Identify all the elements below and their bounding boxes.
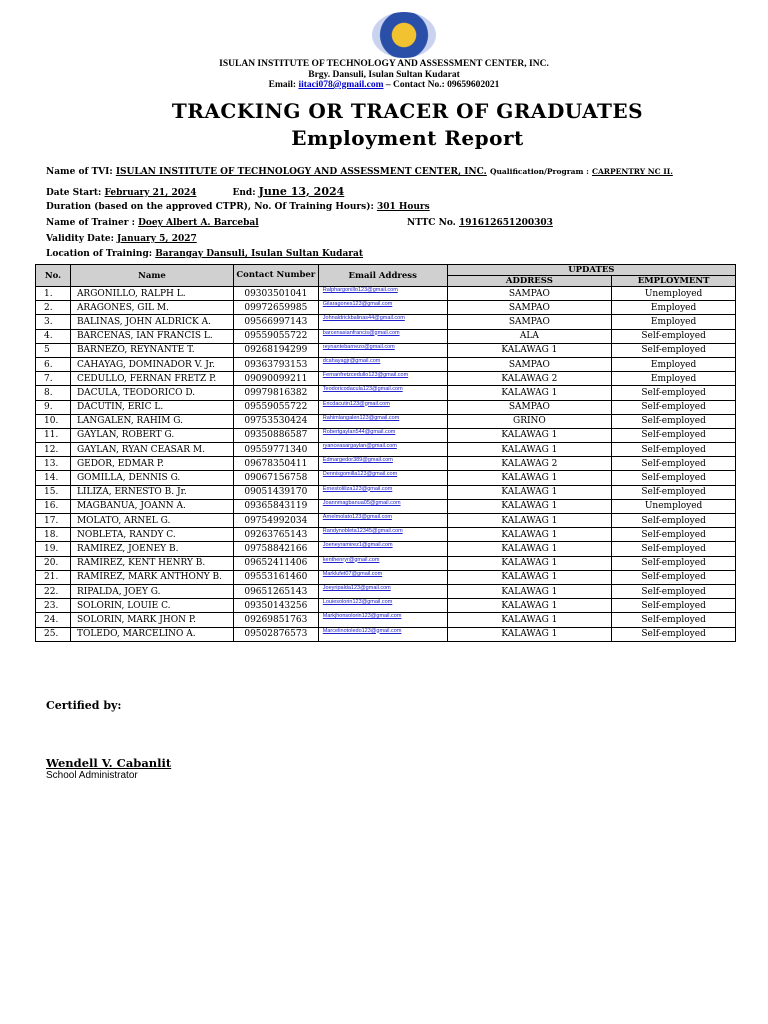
employment-status: Self-employed [612,428,736,442]
email-address[interactable]: Rahimlangalen123@gmail.com [318,414,447,428]
address: KALAWAG 2 [447,457,612,471]
tvi-line [46,167,673,177]
employment-status: Self-employed [612,485,736,499]
table-row [36,357,736,371]
address: KALAWAG 1 [447,499,612,513]
email-address[interactable]: Teodoricodacula123@gmail.com [318,386,447,400]
table-row [36,315,736,329]
graduate-name: SOLORIN, LOUIE C. [70,599,233,613]
graduate-name: RAMIREZ, KENT HENRY B. [70,556,233,570]
signatory-role: School Administrator [46,770,138,781]
graduate-name: CAHAYAG, DOMINADOR V. Jr. [70,357,233,371]
row-number: 22. [36,584,71,598]
email-address[interactable]: Joannmagbanua05@gmail.com [318,499,447,513]
row-number: 11. [36,428,71,442]
trainer-value: Doey Albert A. Barcebal [138,218,259,228]
row-number: 21. [36,570,71,584]
email-address[interactable]: Edmargedor389@gmail.com [318,457,447,471]
graduate-name: GAYLAN, RYAN CEASAR M. [70,443,233,457]
contact-number: 09753530424 [233,414,318,428]
employment-status: Unemployed [612,499,736,513]
table-row [36,343,736,357]
email-address[interactable]: Ernestoliliza123@gmail.com [318,485,447,499]
page-subtitle: Employment Report [291,126,524,150]
col-contact: Contact Number [233,265,318,287]
email-address[interactable]: Gilaragones123@gmail.com [318,301,447,315]
table-row [36,386,736,400]
end-label: End: [232,188,256,198]
graduate-name: NOBLETA, RANDY C. [70,528,233,542]
graduate-name: RAMIREZ, MARK ANTHONY B. [70,570,233,584]
start-label: Date Start: [46,188,102,198]
address: ALA [447,329,612,343]
email-label: Email: [268,80,297,90]
table-row [36,499,736,513]
nttc-label: NTTC No. [407,218,456,228]
employment-status: Self-employed [612,570,736,584]
email-address[interactable]: Louiesolorin123@gmail.com [318,599,447,613]
graduate-name: ARAGONES, GIL M. [70,301,233,315]
graduate-name: RAMIREZ, JOENEY B. [70,542,233,556]
row-number: 5 [36,343,71,357]
trainer-label: Name of Trainer : [46,218,135,228]
employment-status: Self-employed [612,627,736,641]
contact-number: 09269851763 [233,613,318,627]
contact-number: 09758842166 [233,542,318,556]
email-link[interactable]: iitaci078@gmail.com [298,80,384,90]
table-row [36,372,736,386]
institution-logo [372,12,436,58]
employment-status: Self-employed [612,471,736,485]
email-address[interactable]: Fernanfretzcedullo123@gmail.com [318,372,447,386]
employment-status: Self-employed [612,556,736,570]
address: KALAWAG 1 [447,514,612,528]
contact-number: 09559771340 [233,443,318,457]
nttc-line [407,218,553,228]
employment-status: Self-employed [612,386,736,400]
graduate-name: DACULA, TEODORICO D. [70,386,233,400]
row-number: 15. [36,485,71,499]
page-title: TRACKING OR TRACER OF GRADUATES [171,99,644,123]
table-row [36,570,736,584]
table-row [36,528,736,542]
address: KALAWAG 2 [447,372,612,386]
contact-number: 09559055722 [233,329,318,343]
employment-status: Self-employed [612,584,736,598]
address: KALAWAG 1 [447,343,612,357]
email-address[interactable]: barcenasianfrancis@gmail.com [318,329,447,343]
employment-status: Employed [612,315,736,329]
location-line [46,249,363,259]
contact-number: 09502876573 [233,627,318,641]
graduate-name: GEDOR, EDMAR P. [70,457,233,471]
employment-status: Self-employed [612,443,736,457]
row-number: 13. [36,457,71,471]
email-address[interactable]: Randynobleta12345@gmail.com [318,528,447,542]
tvi-label: Name of TVI: [46,167,113,177]
row-number: 2. [36,301,71,315]
contact-number: 09652411406 [233,556,318,570]
contact-number: 09979816382 [233,386,318,400]
row-number: 20. [36,556,71,570]
graduate-name: GAYLAN, ROBERT G. [70,428,233,442]
email-address[interactable]: Ralphargonillo123@gmail.com [318,287,447,301]
start-value: February 21, 2024 [104,188,197,198]
email-address[interactable]: Dennisgomilla123@gmail.com [318,471,447,485]
institution-name: ISULAN INSTITUTE OF TECHNOLOGY AND ASSESSMENT CENTER, INC. [219,59,549,69]
row-number: 1. [36,287,71,301]
contact-number: 09559055722 [233,400,318,414]
graduates-table [35,264,736,642]
duration-value: 301 Hours [376,202,430,212]
tvi-value: ISULAN INSTITUTE OF TECHNOLOGY AND ASSESSMENT CENTER, INC. [115,167,487,177]
employment-status: Self-employed [612,329,736,343]
address: KALAWAG 1 [447,627,612,641]
email-address[interactable]: reynantebarnezo@gmail.com [318,343,447,357]
address: KALAWAG 1 [447,485,612,499]
row-number: 23. [36,599,71,613]
address: KALAWAG 1 [447,613,612,627]
table-row [36,556,736,570]
address: SAMPAO [447,315,612,329]
address: KALAWAG 1 [447,428,612,442]
graduate-name: TOLEDO, MARCELINO A. [70,627,233,641]
graduate-name: BARNEZO, REYNANTE T. [70,343,233,357]
row-number: 19. [36,542,71,556]
address: SAMPAO [447,357,612,371]
address: KALAWAG 1 [447,386,612,400]
row-number: 6. [36,357,71,371]
address: KALAWAG 1 [447,471,612,485]
contact-number: – Contact No.: 09659602021 [385,80,500,90]
table-row [36,457,736,471]
contact-number: 09268194299 [233,343,318,357]
graduate-name: BARCENAS, IAN FRANCIS L. [70,329,233,343]
col-email: Email Address [318,265,447,287]
employment-status: Self-employed [612,542,736,556]
institution-contact [0,80,768,90]
graduate-name: MAGBANUA, JOANN A. [70,499,233,513]
table-row [36,584,736,598]
graduate-name: DACUTIN, ERIC L. [70,400,233,414]
institution-address: Brgy. Dansuli, Isulan Sultan Kudarat [308,70,460,80]
address: SAMPAO [447,301,612,315]
col-name: Name [70,265,233,287]
date-line [46,185,344,198]
table-row [36,414,736,428]
employment-status: Self-employed [612,613,736,627]
contact-number: 09350886587 [233,428,318,442]
email-address[interactable]: Markjhonsolorin123@gmail.com [318,613,447,627]
validity-line [46,234,197,244]
graduate-name: GOMILLA, DENNIS G. [70,471,233,485]
table-row [36,599,736,613]
contact-number: 09754992034 [233,514,318,528]
employment-status: Self-employed [612,514,736,528]
email-address[interactable]: Arnelmolato123@gmail.com [318,514,447,528]
table-row [36,485,736,499]
table-row [36,301,736,315]
email-address[interactable]: Johnaldrickbalinas44@gmail.com [318,315,447,329]
row-number: 17. [36,514,71,528]
employment-status: Self-employed [612,414,736,428]
duration-label: Duration (based on the approved CTPR), No. Of Training Hours): [46,202,374,212]
email-address[interactable]: Robertgaylan544@gmail.com [318,428,447,442]
row-number: 18. [36,528,71,542]
table-row [36,542,736,556]
row-number: 12. [36,443,71,457]
contact-number: 09067156758 [233,471,318,485]
row-number: 16. [36,499,71,513]
employment-status: Self-employed [612,528,736,542]
employment-status: Employed [612,357,736,371]
graduate-name: LANGALEN, RAHIM G. [70,414,233,428]
table-row [36,471,736,485]
graduate-name: BALINAS, JOHN ALDRICK A. [70,315,233,329]
address: KALAWAG 1 [447,556,612,570]
graduate-name: ARGONILLO, RALPH L. [70,287,233,301]
row-number: 8. [36,386,71,400]
employment-status: Unemployed [612,287,736,301]
employment-status: Employed [612,301,736,315]
employment-status: Self-employed [612,457,736,471]
address: KALAWAG 1 [447,443,612,457]
address: KALAWAG 1 [447,528,612,542]
contact-number: 09678350411 [233,457,318,471]
table-row [36,514,736,528]
email-address[interactable]: Joeyripalda123@gmail.com [318,584,447,598]
email-address[interactable]: kenthenryr@gmail.com [318,556,447,570]
trainer-line [46,218,259,228]
contact-number: 09566997143 [233,315,318,329]
address: SAMPAO [447,287,612,301]
email-address[interactable]: Joeneyramirez1@gmail.com [318,542,447,556]
address: KALAWAG 1 [447,542,612,556]
row-number: 7. [36,372,71,386]
table-row [36,428,736,442]
email-address[interactable]: dcahayagjr@gmail.com [318,357,447,371]
contact-number: 09363793153 [233,357,318,371]
row-number: 4. [36,329,71,343]
graduate-name: SOLORIN, MARK JHON P. [70,613,233,627]
col-no: No. [36,265,71,287]
graduate-name: MOLATO, ARNEL G. [70,514,233,528]
email-address[interactable]: Marcelinotoledo123@gmail.com [318,627,447,641]
employment-status: Self-employed [612,599,736,613]
table-row [36,627,736,641]
address: KALAWAG 1 [447,599,612,613]
table-row [36,613,736,627]
nttc-value: 191612651200303 [458,218,553,228]
graduate-name: LILIZA, ERNESTO B. Jr. [70,485,233,499]
table-row [36,287,736,301]
employment-status: Self-employed [612,343,736,357]
table-row [36,329,736,343]
validity-value: January 5, 2027 [117,234,197,244]
location-value: Barangay Dansuli, Isulan Sultan Kudarat [155,249,364,259]
contact-number: 09651265143 [233,584,318,598]
row-number: 25. [36,627,71,641]
location-label: Location of Training: [46,249,153,259]
table-row [36,400,736,414]
graduate-name: RIPALDA, JOEY G. [70,584,233,598]
row-number: 3. [36,315,71,329]
row-number: 9. [36,400,71,414]
contact-number: 09303501041 [233,287,318,301]
contact-number: 09972659985 [233,301,318,315]
email-address[interactable]: Ericdacutin123@gmail.com [318,400,447,414]
contact-number: 09090099211 [233,372,318,386]
address: KALAWAG 1 [447,570,612,584]
address: SAMPAO [447,400,612,414]
employment-status: Self-employed [612,400,736,414]
contact-number: 09365843119 [233,499,318,513]
address: GRINO [447,414,612,428]
signatory-name: Wendell V. Cabanlit [46,756,172,770]
row-number: 14. [36,471,71,485]
table-row [36,443,736,457]
duration-line [46,202,430,212]
validity-label: Validity Date: [46,234,114,244]
certified-by-label: Certified by: [46,699,122,712]
end-value: June 13, 2024 [258,185,345,198]
contact-number: 09553161460 [233,570,318,584]
row-number: 10. [36,414,71,428]
row-number: 24. [36,613,71,627]
col-employment: EMPLOYMENT [612,276,736,287]
contact-number: 09263765143 [233,528,318,542]
email-address[interactable]: ryanceasargaylan@gmail.com [318,443,447,457]
qual-label: Qualification/Program : [489,167,589,176]
col-updates: UPDATES [447,265,735,276]
qual-value: CARPENTRY NC II. [591,167,673,176]
contact-number: 09350143256 [233,599,318,613]
contact-number: 09051439170 [233,485,318,499]
col-address: ADDRESS [447,276,612,287]
email-address[interactable]: Marklufet07@gmail.com [318,570,447,584]
address: KALAWAG 1 [447,584,612,598]
employment-status: Employed [612,372,736,386]
graduate-name: CEDULLO, FERNAN FRETZ P. [70,372,233,386]
